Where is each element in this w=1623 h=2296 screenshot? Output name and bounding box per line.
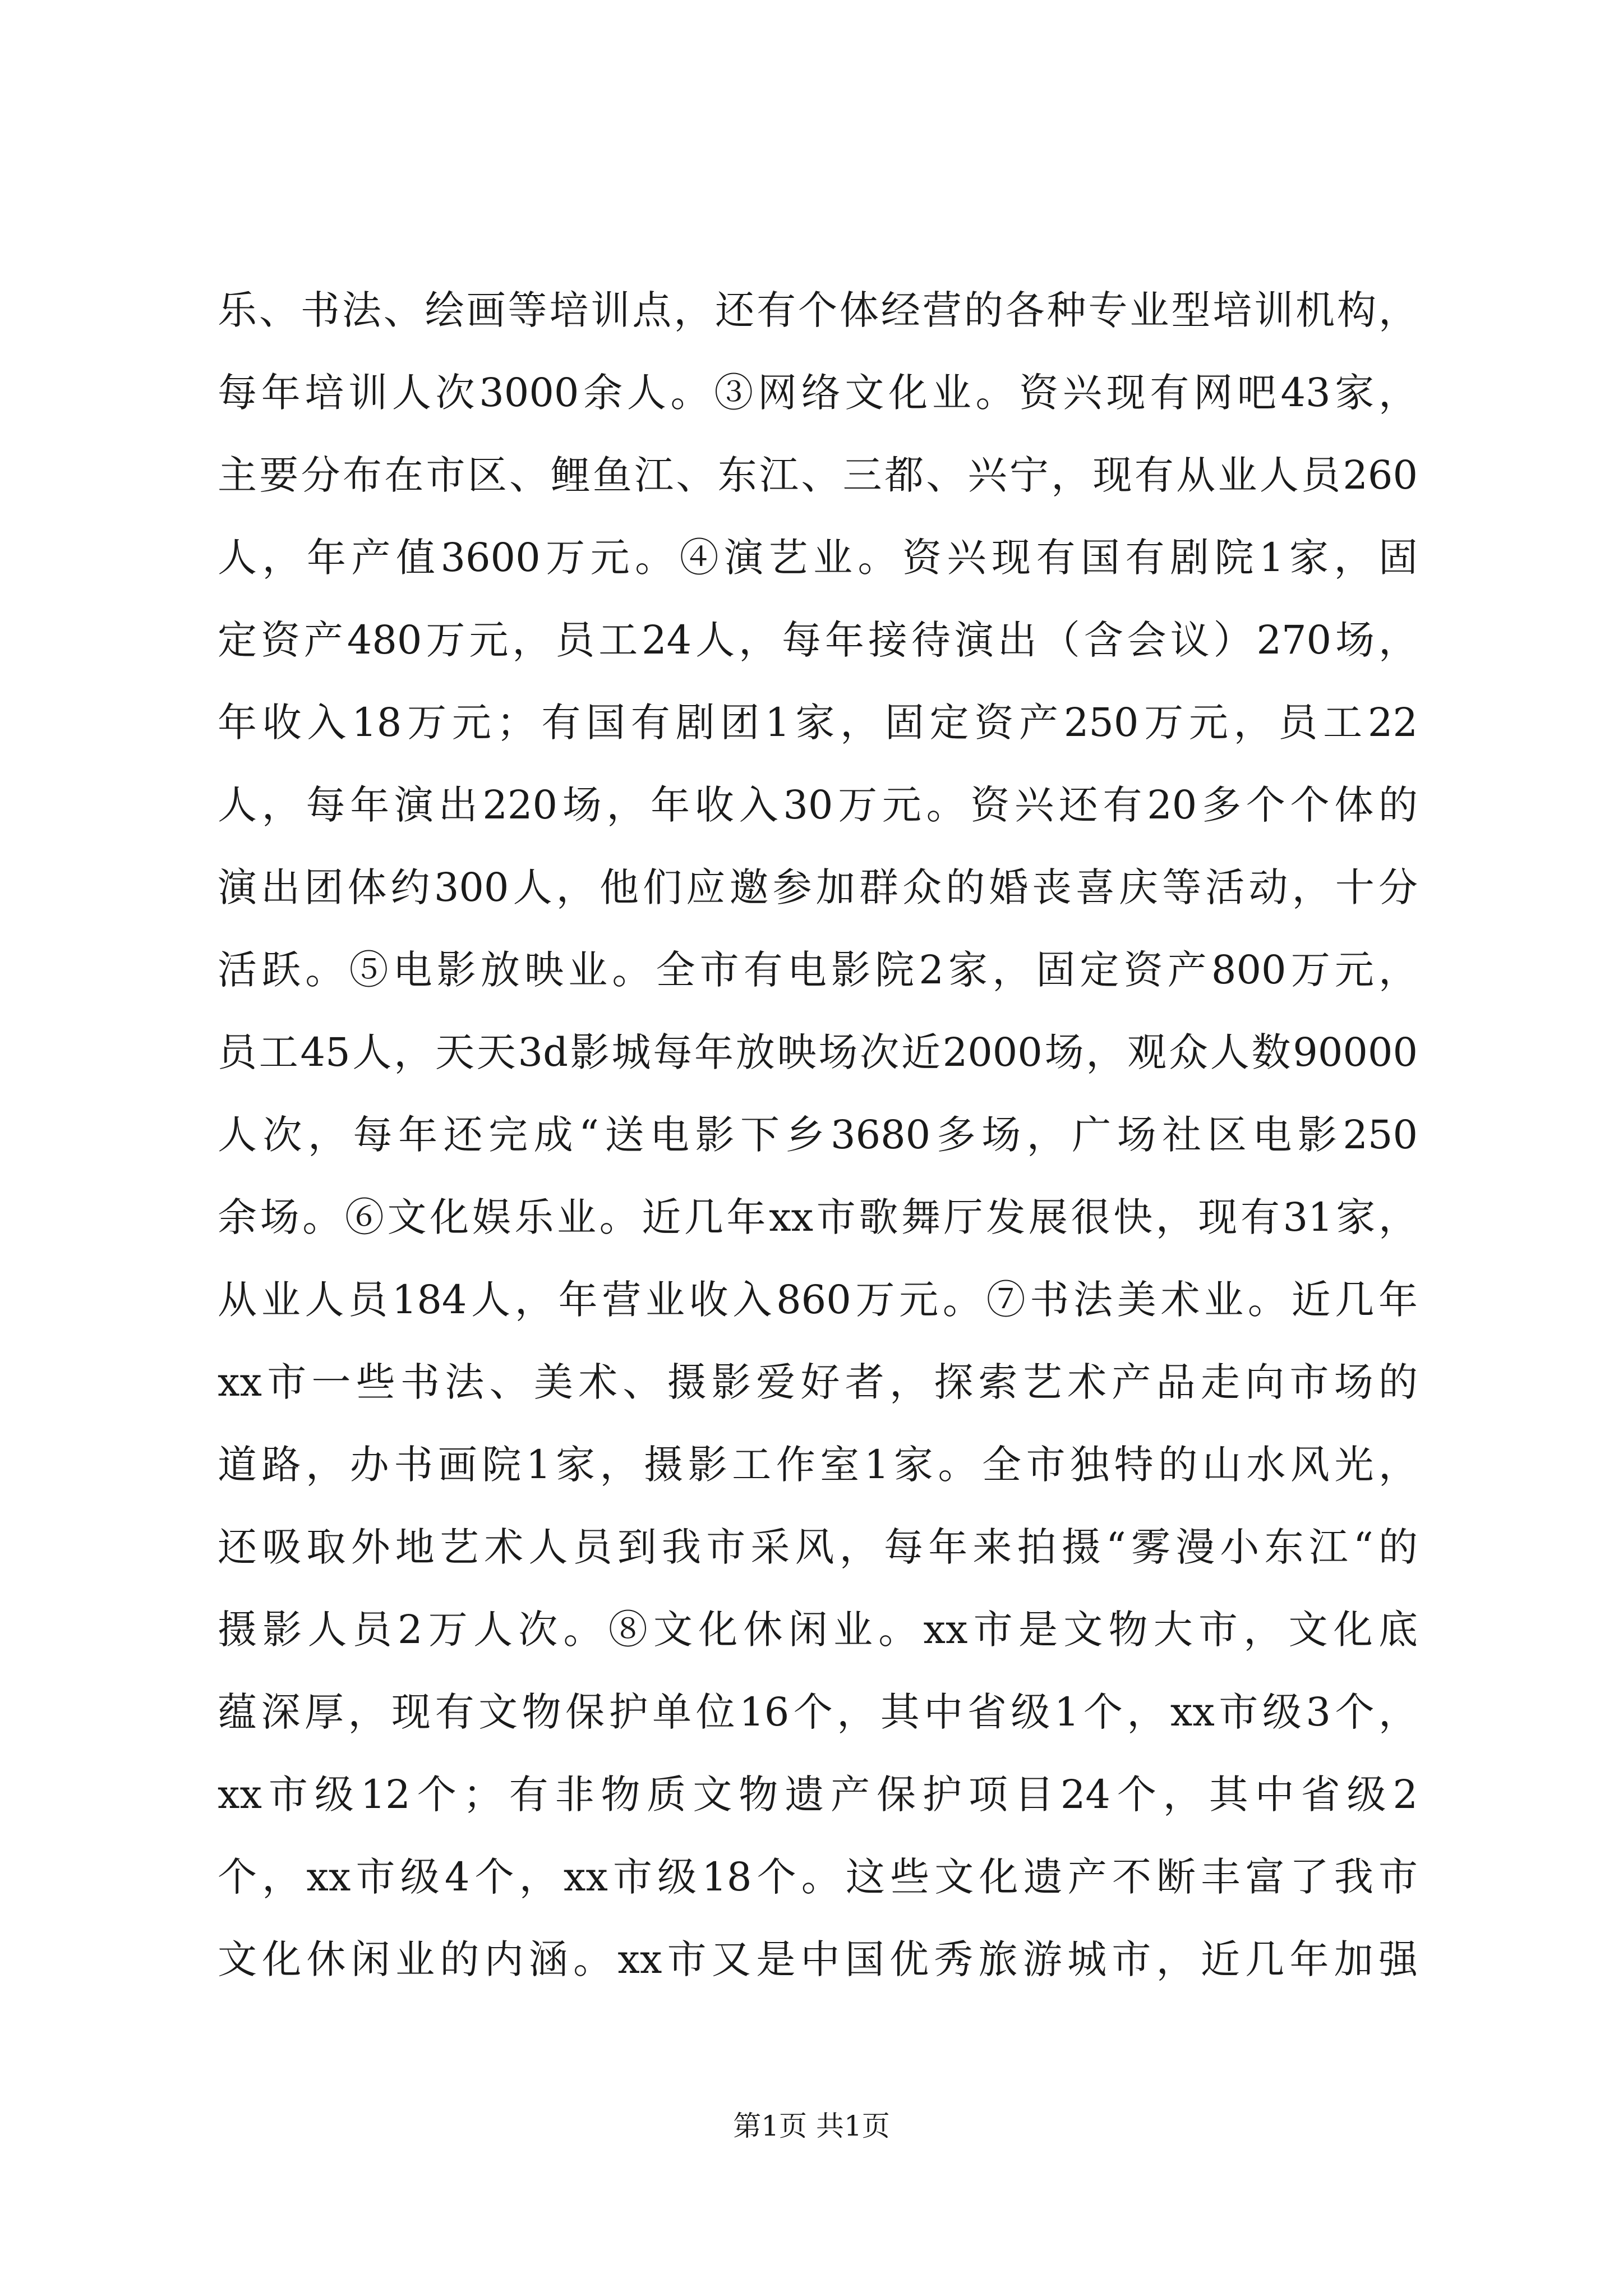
text-line: 演出团体约300人，他们应邀参加群众的婚丧喜庆等活动，十分 xyxy=(218,864,1418,910)
text-line: 人，年产值3600万元。④演艺业。资兴现有国有剧院1家，固 xyxy=(218,535,1418,581)
text-line: 道路，办书画院1家，摄影工作室1家。全市独特的山水风光， xyxy=(218,1442,1418,1488)
text-line: 人，每年演出220场，年收入30万元。资兴还有20多个个体的 xyxy=(218,782,1418,828)
text-line: 从业人员184人，年营业收入860万元。⑦书法美术业。近几年 xyxy=(218,1277,1418,1323)
text-line: 摄影人员2万人次。⑧文化休闲业。xx市是文物大市，文化底 xyxy=(218,1607,1418,1653)
page-number-footer: 第1页 共1页 xyxy=(733,2110,890,2142)
text-line: 主要分布在市区、鲤鱼江、东江、三都、兴宁，现有从业人员260 xyxy=(218,452,1418,498)
text-line: 个，xx市级4个，xx市级18个。这些文化遗产不断丰富了我市 xyxy=(218,1854,1418,1900)
text-line: 年收入18万元；有国有剧团1家，固定资产250万元，员工22 xyxy=(218,700,1418,746)
text-line: 员工45人，天天3d影城每年放映场次近2000场，观众人数90000 xyxy=(218,1029,1418,1075)
text-line: 每年培训人次3000余人。③网络文化业。资兴现有网吧43家， xyxy=(218,370,1418,416)
text-line: 人次，每年还完成“送电影下乡3680多场，广场社区电影250 xyxy=(218,1112,1418,1158)
text-line: 活跃。⑤电影放映业。全市有电影院2家，固定资产800万元， xyxy=(218,947,1418,993)
text-line: 乐、书法、绘画等培训点，还有个体经营的各种专业型培训机构， xyxy=(218,287,1418,333)
text-line: xx市级12个；有非物质文物遗产保护项目24个，其中省级2 xyxy=(218,1772,1418,1818)
text-line: 文化休闲业的内涵。xx市又是中国优秀旅游城市，近几年加强 xyxy=(218,1936,1418,1982)
text-line: 还吸取外地艺术人员到我市采风，每年来拍摄“雾漫小东江“的 xyxy=(218,1524,1418,1570)
text-line: 余场。⑥文化娱乐业。近几年xx市歌舞厅发展很快，现有31家， xyxy=(218,1194,1418,1240)
text-line: 蕴深厚，现有文物保护单位16个，其中省级1个，xx市级3个， xyxy=(218,1689,1418,1735)
body-text xyxy=(218,269,1418,2001)
text-line: xx市一些书法、美术、摄影爱好者，探索艺术产品走向市场的 xyxy=(218,1359,1418,1405)
text-line: 定资产480万元，员工24人，每年接待演出（含会议）270场， xyxy=(218,617,1418,663)
